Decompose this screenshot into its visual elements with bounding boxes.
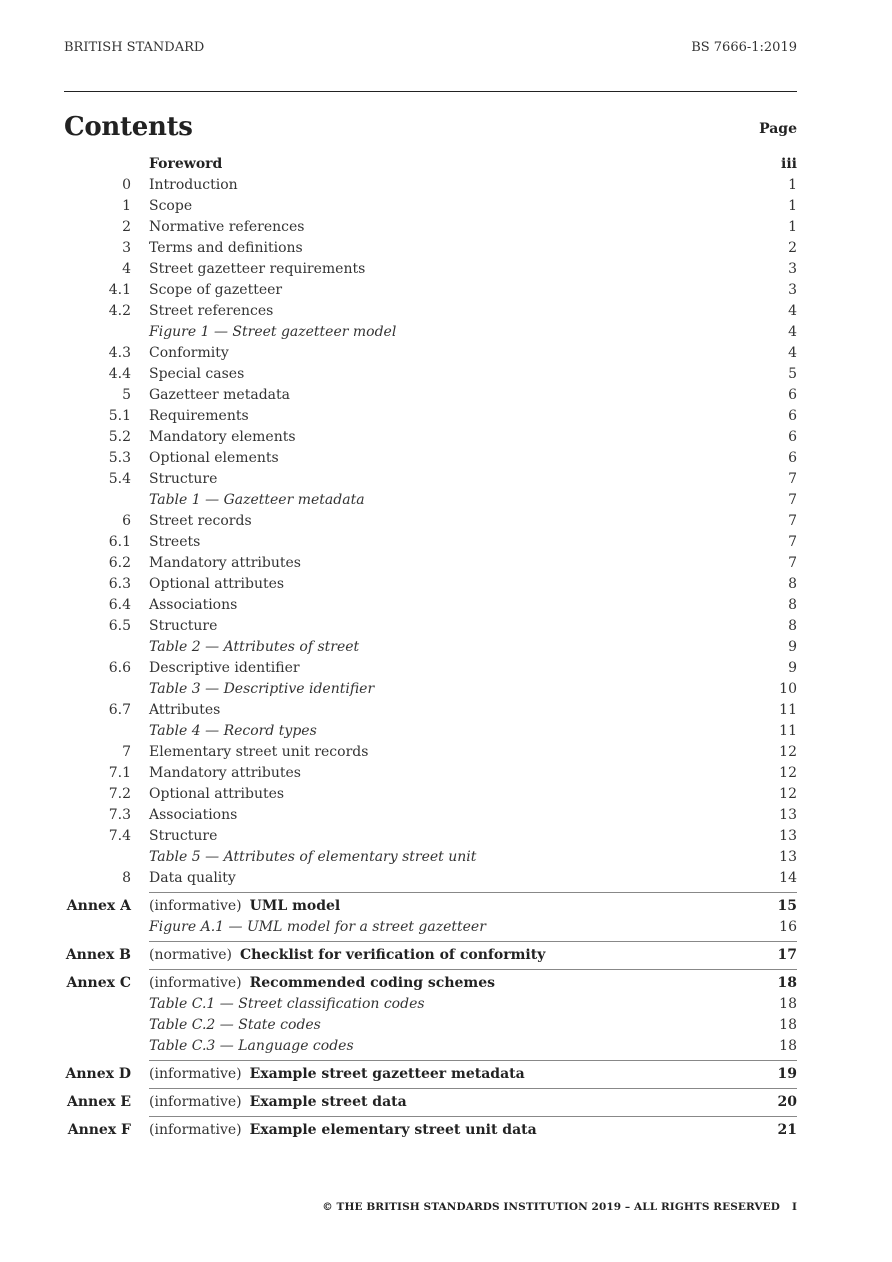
footer-copyright: © THE BRITISH STANDARDS INSTITUTION 2019 – ALL RIGHTS RESERVED [322, 1201, 780, 1213]
toc-entry-page: 8 [788, 618, 797, 634]
toc-entry[interactable] [64, 301, 797, 322]
annex-page: 15 [777, 898, 797, 914]
toc-entry-number: 5.1 [108, 408, 131, 424]
toc-entry-number: 4 [122, 261, 131, 277]
annex-page: 18 [777, 975, 797, 991]
toc-entry-title: Table 4 — Record types [149, 723, 317, 739]
annex-separator [64, 966, 797, 973]
header-document-number: BS 7666-1:2019 [691, 40, 797, 55]
toc-entry-page: 5 [788, 366, 797, 382]
toc-entry-page: 7 [788, 534, 797, 550]
toc-entry-title: Table 2 — Attributes of street [149, 639, 360, 655]
annex-type: (informative) [149, 1066, 242, 1082]
toc-entry-page: 1 [788, 198, 797, 214]
toc-entry-page: 1 [788, 219, 797, 235]
toc-entry-title: Terms and definitions [149, 240, 303, 256]
toc-entry-title: Special cases [149, 366, 245, 382]
toc-entry[interactable] [64, 637, 797, 658]
toc-entry-page: 8 [788, 597, 797, 613]
toc-entry[interactable] [64, 490, 797, 511]
toc-entry-number: 4.3 [108, 345, 131, 361]
toc-entry[interactable] [64, 175, 797, 196]
annex-label: Annex E [66, 1094, 131, 1110]
toc-entry[interactable] [64, 427, 797, 448]
annex-item-title: Table C.2 — State codes [149, 1017, 321, 1033]
toc-entry[interactable] [64, 259, 797, 280]
toc-annex-item[interactable] [64, 994, 797, 1015]
toc-annex-entry[interactable] [64, 1092, 797, 1113]
annex-title: Example elementary street unit data [249, 1122, 537, 1138]
toc-entry-number: 6.5 [108, 618, 131, 634]
toc-entry-title: Data quality [149, 870, 236, 886]
toc-entry-page: 12 [779, 786, 797, 802]
annex-label: Annex A [66, 898, 131, 914]
annex-item-title: Table C.3 — Language codes [149, 1038, 354, 1054]
toc-entry-title: Attributes [149, 702, 221, 718]
toc-entry-number: 5.4 [108, 471, 131, 487]
toc-entry-title: Streets [149, 534, 201, 550]
toc-entry-page: 6 [788, 450, 797, 466]
toc-annex-item[interactable] [64, 1015, 797, 1036]
toc-entry-title: Mandatory elements [149, 429, 296, 445]
toc-entry-number: 6.4 [108, 597, 131, 613]
annex-title: Checklist for verification of conformity [239, 947, 546, 963]
annex-type: (informative) [149, 898, 242, 914]
annex-separator [64, 889, 797, 896]
toc-entry-page: 9 [788, 639, 797, 655]
toc-entry-number: 4.1 [108, 282, 131, 298]
toc-entry-page: 12 [779, 744, 797, 760]
toc-entry[interactable] [64, 763, 797, 784]
toc-entry[interactable] [64, 805, 797, 826]
toc-entry-title: Associations [149, 597, 238, 613]
annex-item-page: 18 [779, 996, 797, 1012]
toc-entry[interactable] [64, 574, 797, 595]
footer-page-number: I [791, 1201, 797, 1213]
annex-title: Example street gazetteer metadata [249, 1066, 525, 1082]
toc-entry-page: 7 [788, 471, 797, 487]
toc-entry[interactable] [64, 616, 797, 637]
annex-type: (informative) [149, 975, 242, 991]
toc-entry[interactable] [64, 217, 797, 238]
toc-entry[interactable] [64, 238, 797, 259]
toc-entry-title: Table 3 — Descriptive identifier [149, 681, 375, 697]
annex-type: (informative) [149, 1122, 242, 1138]
annex-type: (informative) [149, 1094, 242, 1110]
toc-entry-number: 6.7 [108, 702, 131, 718]
annex-item-title: Table C.1 — Street classification codes [149, 996, 425, 1012]
annex-page: 20 [777, 1094, 797, 1110]
annex-heading [149, 1120, 537, 1141]
annex-title: UML model [249, 898, 341, 914]
toc-entry[interactable] [64, 385, 797, 406]
toc-entry-number: 7.2 [108, 786, 131, 802]
toc-entry[interactable] [64, 679, 797, 700]
toc-entry-title: Descriptive identifier [149, 660, 300, 676]
toc-entry[interactable] [64, 742, 797, 763]
toc-entry[interactable] [64, 322, 797, 343]
toc-entry-title: Mandatory attributes [149, 555, 301, 571]
toc-entry-title: Introduction [149, 177, 238, 193]
annex-page: 17 [777, 947, 797, 963]
toc-entry-number: 7.1 [108, 765, 131, 781]
toc-entry[interactable] [64, 196, 797, 217]
toc-entry-number: 2 [122, 219, 131, 235]
toc-entry-page: 6 [788, 408, 797, 424]
toc-entry[interactable] [64, 595, 797, 616]
toc-entry-number: 6.3 [108, 576, 131, 592]
toc-entry[interactable] [64, 469, 797, 490]
annex-title: Example street data [249, 1094, 407, 1110]
toc-entry[interactable] [64, 847, 797, 868]
page-title: Contents [64, 112, 193, 142]
annex-heading [149, 1092, 407, 1113]
annex-heading [149, 896, 340, 917]
toc-entry-page: 3 [788, 261, 797, 277]
toc-annex-entry[interactable] [64, 1120, 797, 1141]
page-footer [322, 1201, 797, 1213]
toc-entry-title: Foreword [149, 156, 223, 172]
toc-entry-title: Structure [149, 618, 218, 634]
toc-entry-page: 6 [788, 429, 797, 445]
annex-item-page: 18 [779, 1017, 797, 1033]
toc-entry[interactable] [64, 700, 797, 721]
toc-entry-title: Scope [149, 198, 193, 214]
toc-entry[interactable] [64, 406, 797, 427]
toc-annex-item[interactable] [64, 917, 797, 938]
annex-separator [64, 1057, 797, 1064]
toc-entry-title: Requirements [149, 408, 249, 424]
annex-separator [64, 1113, 797, 1120]
toc-entry-number: 7.4 [108, 828, 131, 844]
annex-separator [64, 1085, 797, 1092]
page-column-label: Page [759, 121, 797, 137]
toc-entry-number: 5 [122, 387, 131, 403]
toc-entry-number: 6 [122, 513, 131, 529]
toc-entry-title: Street gazetteer requirements [149, 261, 366, 277]
annex-separator [64, 938, 797, 945]
annex-item-title: Figure A.1 — UML model for a street gazetteer [149, 919, 486, 935]
toc-entry-page: 8 [788, 576, 797, 592]
toc-entry-title: Table 5 — Attributes of elementary street unit [149, 849, 477, 865]
toc-entry[interactable] [64, 280, 797, 301]
header-standard-label: BRITISH STANDARD [64, 40, 205, 55]
toc-entry-page: 7 [788, 555, 797, 571]
toc-entry-page: 7 [788, 492, 797, 508]
toc-entry-title: Figure 1 — Street gazetteer model [149, 324, 397, 340]
annex-heading [149, 945, 545, 966]
annex-heading [149, 1064, 525, 1085]
toc-entry[interactable] [64, 658, 797, 679]
toc-entry-title: Gazetteer metadata [149, 387, 290, 403]
annex-label: Annex F [67, 1122, 131, 1138]
toc-entry-title: Structure [149, 828, 218, 844]
annex-page: 19 [777, 1066, 797, 1082]
toc-entry-title: Conformity [149, 345, 229, 361]
annex-label: Annex B [65, 947, 131, 963]
header-rule [64, 91, 797, 92]
toc-annex-entry[interactable] [64, 896, 797, 917]
toc-entry[interactable] [64, 868, 797, 889]
toc-entry-number: 6.2 [108, 555, 131, 571]
toc-entry-number: 5.3 [108, 450, 131, 466]
toc-entry-number: 7 [122, 744, 131, 760]
toc-entry[interactable] [64, 532, 797, 553]
toc-entry-page: 9 [788, 660, 797, 676]
toc-entry-page: 13 [779, 828, 797, 844]
toc-annex-entry[interactable] [64, 1064, 797, 1085]
toc-entry-page: 4 [788, 345, 797, 361]
toc-entry-number: 7.3 [108, 807, 131, 823]
toc-entry-page: 10 [779, 681, 797, 697]
toc-entry-page: 13 [779, 807, 797, 823]
toc-entry[interactable] [64, 553, 797, 574]
toc-entry-title: Mandatory attributes [149, 765, 301, 781]
toc-entry[interactable] [64, 721, 797, 742]
toc-annex-entry[interactable] [64, 973, 797, 994]
toc-entry-page: 3 [788, 282, 797, 298]
page-header [64, 40, 797, 60]
toc-entry-title: Street records [149, 513, 252, 529]
annex-type: (normative) [149, 947, 232, 963]
annex-title: Recommended coding schemes [249, 975, 496, 991]
toc-entry[interactable] [64, 826, 797, 847]
toc-entry[interactable] [64, 511, 797, 532]
toc-entry-page: 11 [779, 723, 797, 739]
toc-entry[interactable] [64, 784, 797, 805]
toc-entry-number: 1 [122, 198, 131, 214]
toc-entry[interactable] [64, 364, 797, 385]
annex-item-page: 16 [779, 919, 797, 935]
toc-entry-number: 0 [122, 177, 131, 193]
toc-entry-title: Street references [149, 303, 274, 319]
toc-entry-page: 11 [779, 702, 797, 718]
toc-entry-number: 3 [122, 240, 131, 256]
toc-entry-page: 4 [788, 324, 797, 340]
toc-entry-page: 1 [788, 177, 797, 193]
toc-entry-page: 12 [779, 765, 797, 781]
toc-entry-page: 6 [788, 387, 797, 403]
toc-annex-entry[interactable] [64, 945, 797, 966]
toc-entry-title: Optional elements [149, 450, 279, 466]
toc-entry-title: Scope of gazetteer [149, 282, 283, 298]
annex-label: Annex C [66, 975, 131, 991]
toc-entry[interactable] [64, 448, 797, 469]
toc-entry-title: Associations [149, 807, 238, 823]
toc-entry-page: iii [781, 156, 797, 172]
toc-entry-number: 8 [122, 870, 131, 886]
toc-entry-number: 6.1 [108, 534, 131, 550]
toc-entry-page: 14 [779, 870, 797, 886]
toc-entry-title: Optional attributes [149, 786, 285, 802]
toc-entry-page: 7 [788, 513, 797, 529]
annex-heading [149, 973, 495, 994]
toc-entry-title: Optional attributes [149, 576, 285, 592]
toc-entry-page: 4 [788, 303, 797, 319]
toc-entry-page: 2 [788, 240, 797, 256]
toc-entry-page: 13 [779, 849, 797, 865]
toc-entry-title: Normative references [149, 219, 305, 235]
toc-entry-title: Elementary street unit records [149, 744, 369, 760]
toc-entry[interactable] [64, 343, 797, 364]
toc-entry-number: 6.6 [108, 660, 131, 676]
toc-entry-title: Table 1 — Gazetteer metadata [149, 492, 365, 508]
toc-entry-number: 4.2 [108, 303, 131, 319]
toc-entry-title: Structure [149, 471, 218, 487]
toc-entry-number: 5.2 [108, 429, 131, 445]
annex-page: 21 [777, 1122, 797, 1138]
table-of-contents [64, 154, 797, 1141]
annex-item-page: 18 [779, 1038, 797, 1054]
toc-entry-number: 4.4 [108, 366, 131, 382]
annex-label: Annex D [65, 1066, 131, 1082]
toc-annex-item[interactable] [64, 1036, 797, 1057]
toc-entry[interactable] [64, 154, 797, 175]
